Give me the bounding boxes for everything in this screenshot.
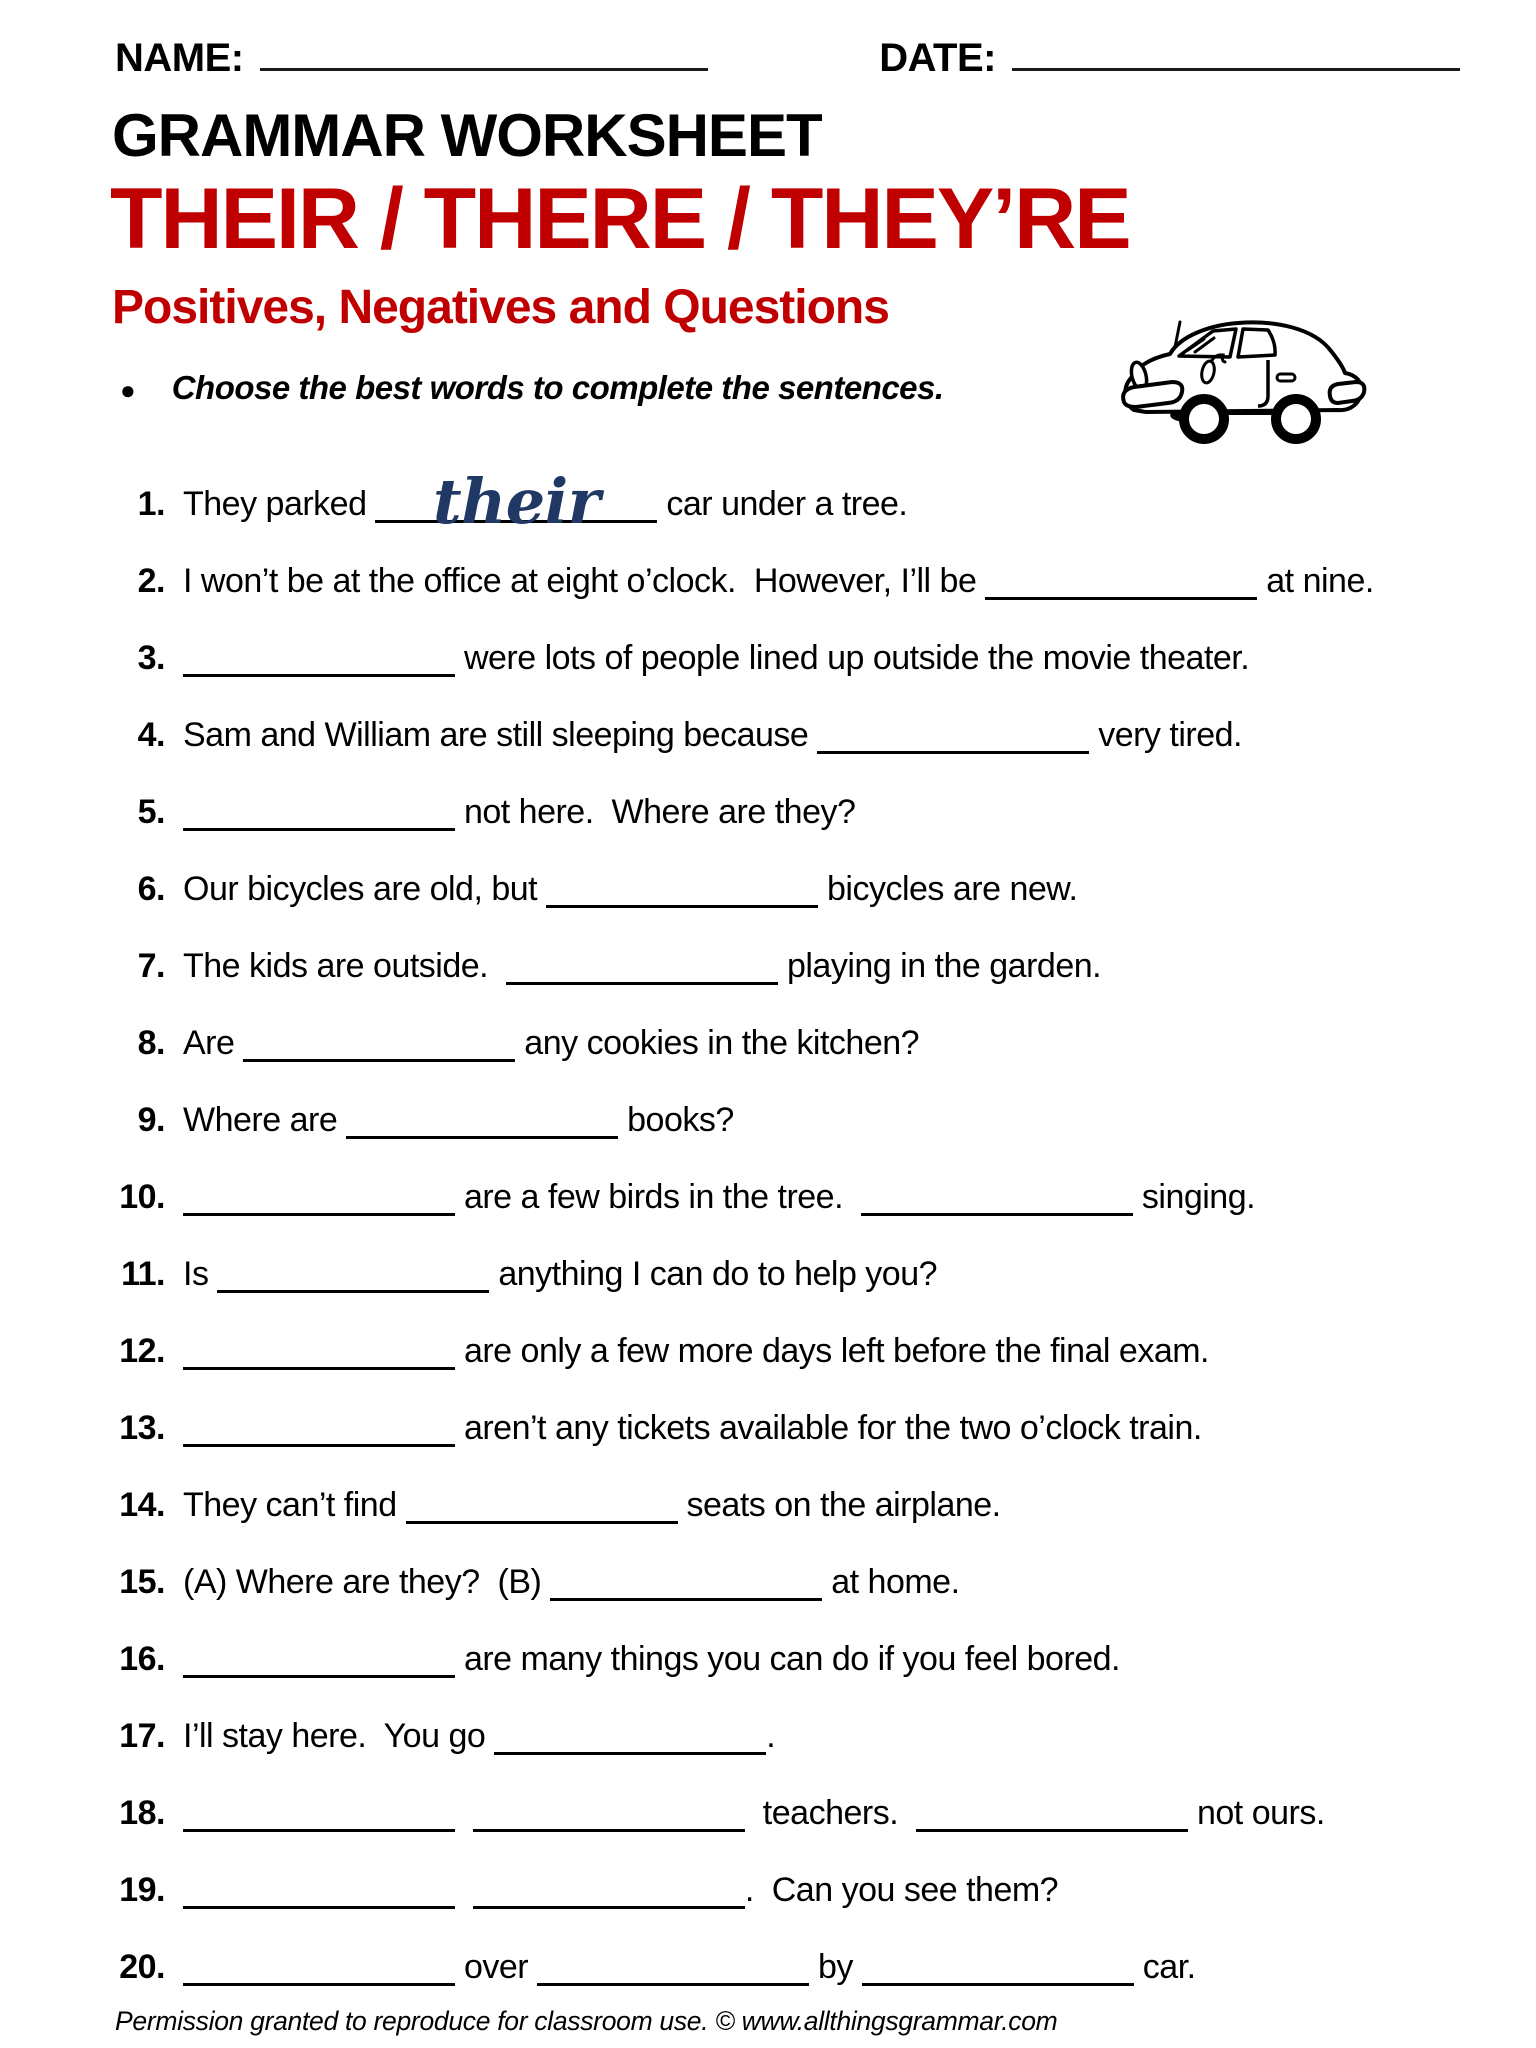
question-sentence — [183, 870, 1507, 909]
question-sentence — [183, 562, 1507, 601]
answer-blank[interactable] — [183, 644, 455, 677]
question-sentence — [183, 1255, 1507, 1294]
sentence-text: over — [455, 1948, 538, 1986]
sentence-text: playing in the garden. — [778, 947, 1102, 985]
sentence-text: teachers. — [744, 1794, 917, 1832]
question-row — [97, 697, 1507, 774]
sentence-text: seats on the airplane. — [677, 1486, 1001, 1524]
answer-blank[interactable] — [243, 1029, 515, 1062]
question-sentence — [183, 716, 1507, 755]
question-row — [97, 1159, 1507, 1236]
answer-blank[interactable] — [183, 1645, 455, 1678]
question-row — [97, 851, 1507, 928]
question-row — [97, 466, 1507, 543]
question-row — [97, 1698, 1507, 1775]
answer-blank[interactable] — [494, 1722, 766, 1755]
subtitle: Positives, Negatives and Questions — [112, 281, 889, 334]
question-row — [97, 1852, 1507, 1929]
date-label: DATE: — [879, 36, 996, 80]
question-sentence — [183, 1640, 1507, 1679]
question-number: 1. — [137, 485, 165, 523]
answer-blank[interactable] — [183, 1876, 455, 1909]
answer-blank[interactable] — [183, 1183, 455, 1216]
answer-blank[interactable] — [817, 721, 1089, 754]
sentence-text: any cookies in the kitchen? — [515, 1024, 920, 1062]
sentence-text: I’ll stay here. You go — [183, 1717, 495, 1755]
answer-blank[interactable] — [862, 1953, 1134, 1986]
sentence-text: by — [809, 1948, 862, 1986]
sentence-text: Sam and William are still sleeping because — [183, 716, 818, 754]
question-row — [97, 1082, 1507, 1159]
answer-blank[interactable] — [473, 1876, 745, 1909]
answer-blank[interactable] — [375, 465, 657, 539]
sentence-text: singing. — [1132, 1178, 1256, 1216]
question-row — [97, 543, 1507, 620]
name-label: NAME: — [115, 36, 244, 80]
question-sentence — [183, 639, 1507, 678]
sentence-text: were lots of people lined up outside the movie theater. — [455, 639, 1250, 677]
question-sentence — [183, 793, 1507, 832]
question-number: 7. — [137, 947, 165, 985]
answer-blank[interactable] — [406, 1491, 678, 1524]
question-number: 15. — [119, 1563, 165, 1601]
answer-blank[interactable] — [546, 875, 818, 908]
answer-blank[interactable] — [346, 1106, 618, 1139]
sentence-text: not ours. — [1188, 1794, 1325, 1832]
name-input-line[interactable] — [260, 34, 708, 71]
question-row — [97, 774, 1507, 851]
question-number: 5. — [137, 793, 165, 831]
question-sentence — [183, 1871, 1507, 1910]
question-number: 13. — [119, 1409, 165, 1447]
answer-blank[interactable] — [183, 1953, 455, 1986]
question-row — [97, 1467, 1507, 1544]
question-row — [97, 1236, 1507, 1313]
sentence-text: . Can you see them? — [744, 1871, 1059, 1909]
date-input-line[interactable] — [1012, 34, 1460, 71]
question-row — [97, 1390, 1507, 1467]
question-sentence — [183, 947, 1507, 986]
handwritten-answer: their — [433, 465, 600, 539]
answer-blank[interactable] — [217, 1260, 489, 1293]
answer-blank[interactable] — [473, 1799, 745, 1832]
sentence-text: are a few birds in the tree. — [455, 1178, 861, 1216]
question-row — [97, 1313, 1507, 1390]
question-number: 18. — [119, 1794, 165, 1832]
question-number: 6. — [137, 870, 165, 908]
question-sentence — [183, 1717, 1507, 1756]
question-number: 16. — [119, 1640, 165, 1678]
question-number: 10. — [119, 1178, 165, 1216]
question-sentence — [183, 1948, 1507, 1987]
question-row — [97, 1544, 1507, 1621]
sentence-text: bicycles are new. — [818, 870, 1078, 908]
sentence-text: not here. Where are they? — [455, 793, 856, 831]
answer-blank[interactable] — [550, 1568, 822, 1601]
question-number: 4. — [137, 716, 165, 754]
car-clipart-icon — [1116, 316, 1374, 450]
sentence-text: I won’t be at the office at eight o’clock. However, I’ll be — [183, 562, 986, 600]
question-number: 19. — [119, 1871, 165, 1909]
question-number: 3. — [137, 639, 165, 677]
question-number: 9. — [137, 1101, 165, 1139]
question-row — [97, 620, 1507, 697]
sentence-text: car under a tree. — [657, 485, 908, 523]
sentence-text: are only a few more days left before the final exam. — [455, 1332, 1210, 1370]
question-sentence — [183, 1178, 1507, 1217]
worksheet-title: GRAMMAR WORKSHEET — [112, 102, 822, 169]
instruction-row — [120, 368, 944, 408]
question-sentence — [183, 465, 1507, 539]
question-sentence — [183, 1101, 1507, 1140]
question-list — [97, 466, 1507, 2006]
question-row — [97, 1621, 1507, 1698]
sentence-text: car. — [1133, 1948, 1196, 1986]
answer-blank[interactable] — [506, 952, 778, 985]
sentence-text: anything I can do to help you? — [489, 1255, 938, 1293]
answer-blank[interactable] — [183, 798, 455, 831]
answer-blank[interactable] — [916, 1799, 1188, 1832]
sentence-text: very tired. — [1089, 716, 1242, 754]
answer-blank[interactable] — [183, 1799, 455, 1832]
answer-blank[interactable] — [537, 1953, 809, 1986]
question-number: 12. — [119, 1332, 165, 1370]
question-sentence — [183, 1563, 1507, 1602]
footer-credit: Permission granted to reproduce for classroom use. © www.allthingsgrammar.com — [115, 2006, 1058, 2036]
question-number: 20. — [119, 1948, 165, 1986]
sentence-text — [455, 1871, 473, 1909]
answer-blank[interactable] — [985, 567, 1257, 600]
sentence-text: Are — [183, 1024, 244, 1062]
answer-blank[interactable] — [183, 1337, 455, 1370]
question-row — [97, 1775, 1507, 1852]
answer-blank[interactable] — [183, 1414, 455, 1447]
question-sentence — [183, 1486, 1507, 1525]
question-number: 2. — [137, 562, 165, 600]
sentence-text: They can’t find — [183, 1486, 406, 1524]
question-row — [97, 1929, 1507, 2006]
question-number: 17. — [119, 1717, 165, 1755]
sentence-text: at nine. — [1257, 562, 1374, 600]
question-number: 11. — [121, 1255, 165, 1293]
sentence-text: at home. — [822, 1563, 960, 1601]
question-number: 14. — [119, 1486, 165, 1524]
header-row — [115, 34, 1460, 81]
sentence-text: Where are — [183, 1101, 347, 1139]
sentence-text: (A) Where are they? (B) — [183, 1563, 551, 1601]
sentence-text — [455, 1794, 473, 1832]
sentence-text: Is — [183, 1255, 218, 1293]
sentence-text: They parked — [183, 485, 376, 523]
sentence-text: books? — [618, 1101, 734, 1139]
question-sentence — [183, 1332, 1507, 1371]
sentence-text: are many things you can do if you feel bored. — [455, 1640, 1120, 1678]
sentence-text: Our bicycles are old, but — [183, 870, 547, 908]
question-sentence — [183, 1794, 1507, 1833]
question-sentence — [183, 1409, 1507, 1448]
question-row — [97, 1005, 1507, 1082]
question-row — [97, 928, 1507, 1005]
main-title: THEIR / THERE / THEY’RE — [110, 171, 1130, 267]
sentence-text: The kids are outside. — [183, 947, 507, 985]
sentence-text: aren’t any tickets available for the two o’clock train. — [455, 1409, 1202, 1447]
answer-blank[interactable] — [861, 1183, 1133, 1216]
sentence-text: . — [766, 1717, 776, 1755]
question-number: 8. — [137, 1024, 165, 1062]
instruction-text: Choose the best words to complete the sentences. — [171, 369, 944, 406]
question-sentence — [183, 1024, 1507, 1063]
bullet-icon: ● — [120, 375, 136, 405]
